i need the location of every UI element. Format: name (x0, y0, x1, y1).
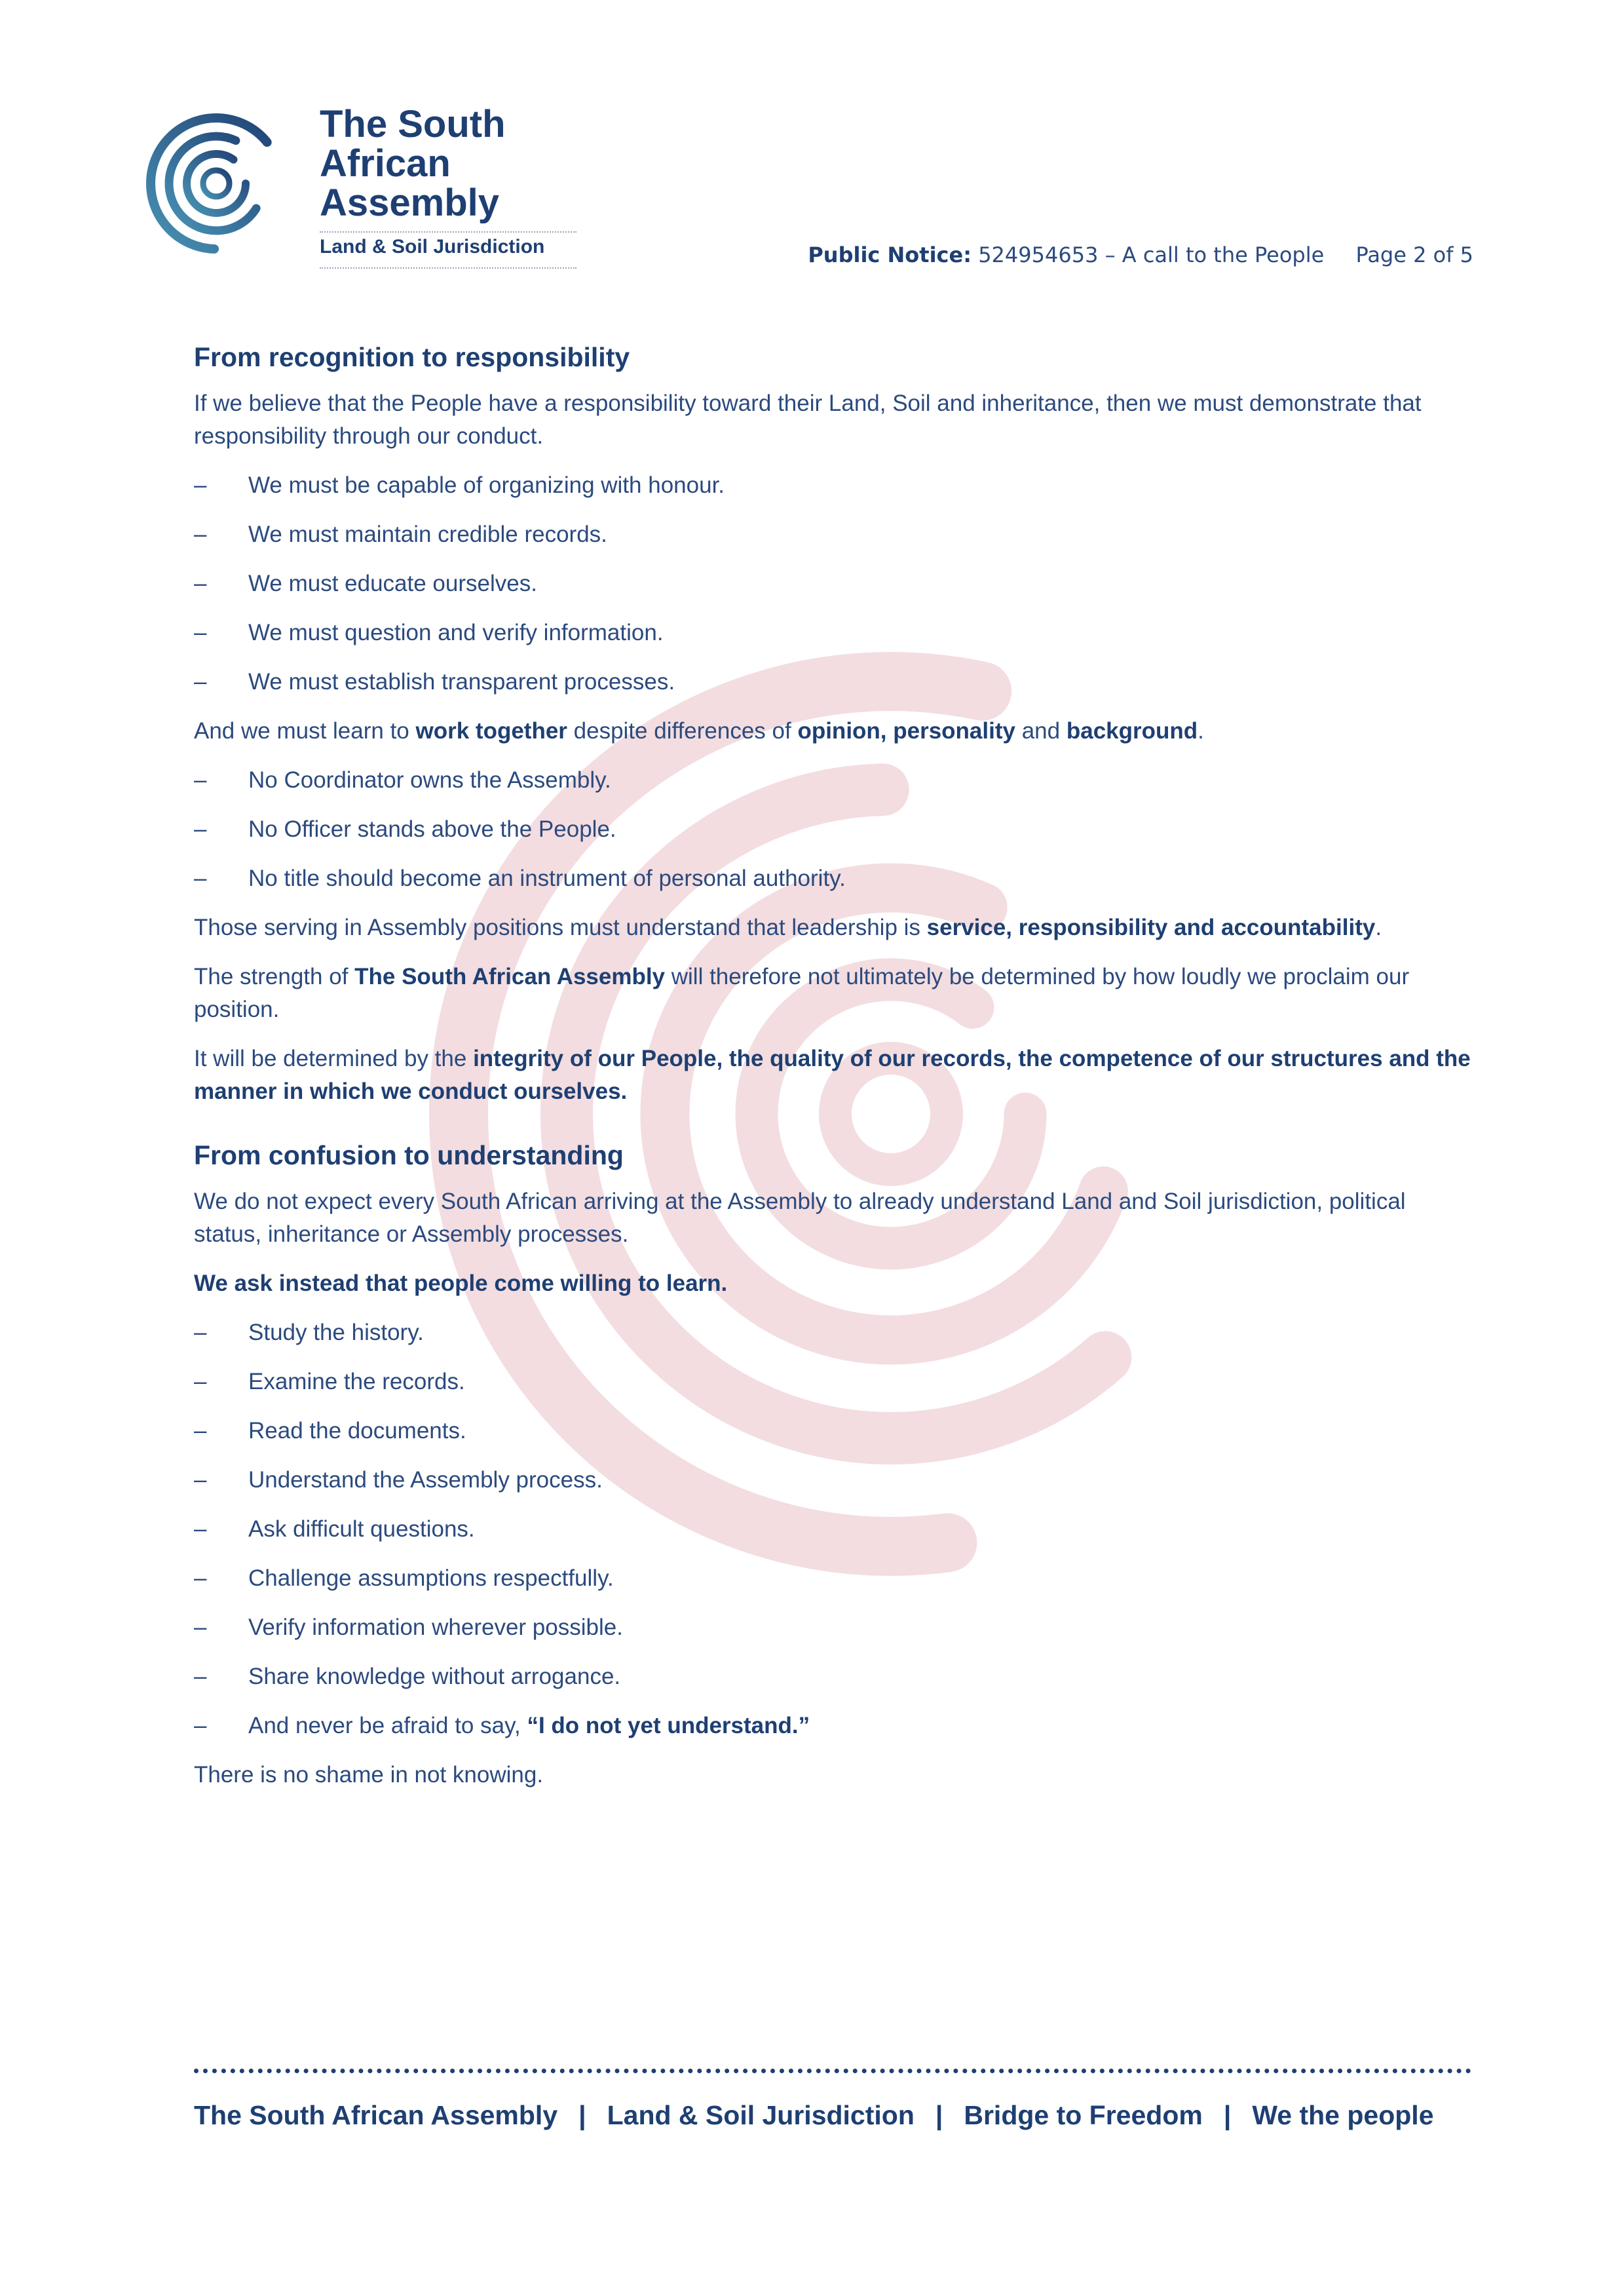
list-item-text: We must maintain credible records. (248, 522, 607, 547)
paragraph (194, 911, 1478, 944)
footer (194, 2100, 1471, 2131)
logo-subtitle: Land & Soil Jurisdiction (320, 236, 545, 258)
logo-name-line: Assembly (320, 182, 500, 224)
dash-bullet: – (194, 1369, 207, 1394)
list-item (194, 1464, 1478, 1497)
assembly-logo (124, 98, 596, 288)
dash-bullet: – (194, 522, 207, 547)
list-item (194, 1710, 1478, 1742)
notice-text: 524954653 – A call to the People (978, 242, 1325, 267)
dash-bullet: – (194, 620, 207, 645)
document-body (194, 337, 1478, 1808)
list-item (194, 518, 1478, 551)
list-item-text: Challenge assumptions respectfully. (248, 1565, 614, 1591)
list-item (194, 1513, 1478, 1546)
section-heading: From recognition to responsibility (194, 342, 630, 372)
list-item-text: Study the history. (248, 1320, 424, 1345)
list-item (194, 617, 1478, 649)
list-item-text: Verify information wherever possible. (248, 1615, 623, 1640)
text-run: despite differences of (567, 718, 798, 744)
list-item-text: We must educate ourselves. (248, 571, 537, 596)
logo-divider (320, 267, 576, 269)
dash-bullet: – (194, 669, 207, 695)
bullet-list (194, 1316, 1478, 1742)
bullet-list (194, 764, 1478, 895)
paragraph (194, 1043, 1478, 1108)
list-item-text: No title should become an instrument of personal authority. (248, 866, 846, 891)
emphasis: integrity of our People, the quality of our records, the competence of our structures and the manner in which we conduct ourselves. (194, 1046, 1471, 1104)
dash-bullet: – (194, 816, 207, 842)
dash-bullet: – (194, 571, 207, 596)
list-item-text: Ask difficult questions. (248, 1516, 475, 1542)
list-item (194, 666, 1478, 698)
list-item-text: Examine the records. (248, 1369, 465, 1394)
dash-bullet: – (194, 1615, 207, 1640)
paragraph: There is no shame in not knowing. (194, 1762, 544, 1788)
footer-item: Land & Soil Jurisdiction (607, 2100, 915, 2130)
list-item-text: We must be capable of organizing with honour. (248, 472, 725, 498)
list-item (194, 1415, 1478, 1447)
footer-separator: | (1223, 2100, 1232, 2130)
text-run: . (1198, 718, 1204, 744)
footer-item: Bridge to Freedom (964, 2100, 1203, 2130)
list-item (194, 862, 1478, 895)
logo-name (320, 105, 506, 223)
dash-bullet: – (194, 472, 207, 498)
list-item (194, 1611, 1478, 1644)
dash-bullet: – (194, 1418, 207, 1444)
bullet-list (194, 469, 1478, 698)
text-run: It will be determined by the (194, 1046, 474, 1071)
list-item (194, 813, 1478, 846)
notice-label: Public Notice: (808, 242, 972, 267)
text-run: And we must learn to (194, 718, 416, 744)
dash-bullet: – (194, 1713, 207, 1738)
logo-divider (320, 231, 576, 233)
text-run: will therefore not ultimately be determined by how loudly we proclaim our position. (194, 964, 1410, 1022)
logo-name-line: The South (320, 103, 506, 145)
paragraph: We do not expect every South African arriving at the Assembly to already understand Land and Soil jurisdiction, political status, inheritance or Assembly processes. (194, 1189, 1406, 1247)
list-item-text: No Coordinator owns the Assembly. (248, 767, 611, 793)
emphasis: work together (415, 718, 567, 744)
paragraph (194, 1267, 1478, 1300)
footer-item: The South African Assembly (194, 2100, 558, 2130)
footer-separator: | (935, 2100, 943, 2130)
emphasis: “I do not yet understand.” (527, 1713, 810, 1738)
dash-bullet: – (194, 767, 207, 793)
list-item (194, 1316, 1478, 1349)
dash-bullet: – (194, 1565, 207, 1591)
logo-name-line: African (320, 142, 451, 185)
footer-separator: | (578, 2100, 586, 2130)
footer-item: We the people (1252, 2100, 1434, 2130)
list-item (194, 1562, 1478, 1595)
list-item-text: We must establish transparent processes. (248, 669, 675, 695)
list-item (194, 1660, 1478, 1693)
emphasis: We ask instead that people come willing to learn. (194, 1271, 728, 1296)
public-notice-header (808, 242, 1473, 267)
emphasis: service, responsibility and accountability (926, 915, 1376, 940)
list-item-text: Understand the Assembly process. (248, 1467, 603, 1493)
paragraph (194, 715, 1478, 748)
emphasis: opinion, personality (797, 718, 1015, 744)
text-run: . (1375, 915, 1382, 940)
page-number: Page 2 of 5 (1355, 242, 1473, 267)
dash-bullet: – (194, 1516, 207, 1542)
paragraph (194, 961, 1478, 1026)
list-item-text: Read the documents. (248, 1418, 466, 1444)
list-item-text: Share knowledge without arrogance. (248, 1664, 621, 1689)
dash-bullet: – (194, 1467, 207, 1493)
section-heading: From confusion to understanding (194, 1140, 624, 1170)
list-item-text: We must question and verify information. (248, 620, 664, 645)
dash-bullet: – (194, 1664, 207, 1689)
list-item-text: No Officer stands above the People. (248, 816, 616, 842)
emphasis: background (1066, 718, 1198, 744)
dash-bullet: – (194, 866, 207, 891)
list-item (194, 567, 1478, 600)
text-run: Those serving in Assembly positions must understand that leadership is (194, 915, 927, 940)
footer-divider (194, 2069, 1471, 2073)
emphasis: The South African Assembly (354, 964, 666, 989)
text-run: And never be afraid to say, (248, 1713, 527, 1738)
dash-bullet: – (194, 1320, 207, 1345)
logo-rings-icon (124, 105, 295, 275)
text-run: The strength of (194, 964, 355, 989)
list-item (194, 764, 1478, 797)
list-item (194, 469, 1478, 502)
paragraph: If we believe that the People have a responsibility toward their Land, Soil and inheritance, then we must demonstrate that responsibility through our conduct. (194, 391, 1422, 449)
list-item (194, 1366, 1478, 1398)
text-run: and (1015, 718, 1067, 744)
